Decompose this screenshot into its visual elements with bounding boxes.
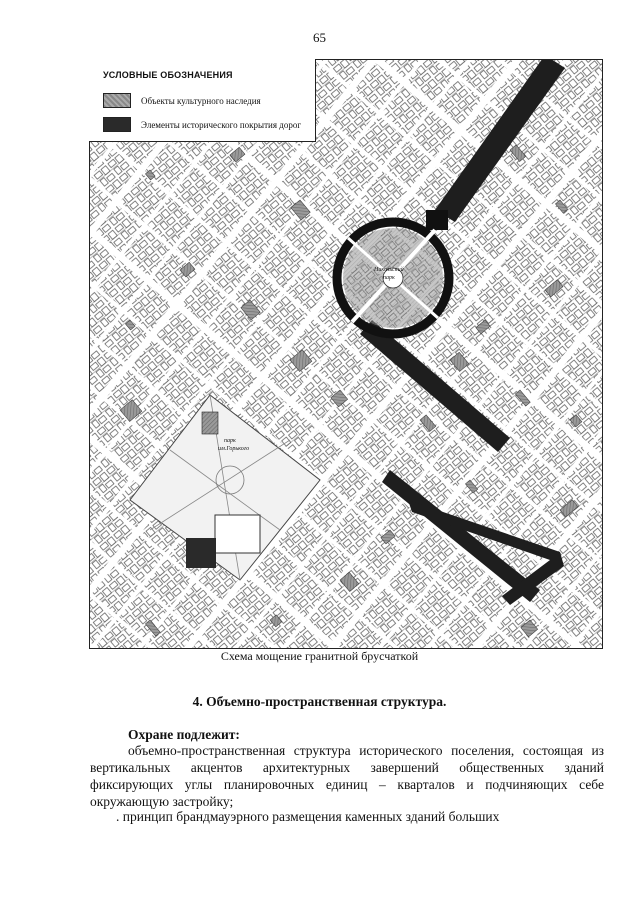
legend-title: УСЛОВНЫЕ ОБОЗНАЧЕНИЯ [103,70,233,80]
park-label-gorky-1: парк [224,438,236,444]
map-legend [89,59,316,142]
legend-label-heritage: Объекты культурного наследия [141,95,261,106]
section-heading: 4. Объемно-пространственная структура. [192,694,447,709]
legend-swatch-heritage [103,93,131,108]
map-caption: Схема мощение гранитной брусчаткой [220,649,419,663]
park-label-nikolsky-2: парк [383,275,395,281]
legend-item-heritage [103,93,261,108]
nikolsky-park [337,222,449,334]
page-number: 65 [313,30,326,45]
park-label-gorky-2: им.Горького [218,446,250,452]
legend-swatch-roads [103,117,131,132]
protected-subheading: Охране подлежит: [128,727,240,742]
urban-blocks [90,60,602,648]
map-drawing [90,60,602,648]
paved-cross [426,210,448,230]
paragraph-structure: объемно-пространственная структура исторического поселения, состоящая из вертикальных акцентов архитектурных завершений общественных зданий фиксирующих углы планировочных единиц – кварталов и подчиняющих себе окружающую застройку; [90,743,604,809]
city-map [89,59,603,649]
paragraph-firewall-principle: . принцип брандмауэрного размещения каменных зданий больших [116,809,500,824]
legend-label-roads: Элементы исторического покрытия дорог [141,119,302,130]
park-label-nikolsky-1: Никольский [374,267,404,273]
legend-item-roads [103,117,301,132]
